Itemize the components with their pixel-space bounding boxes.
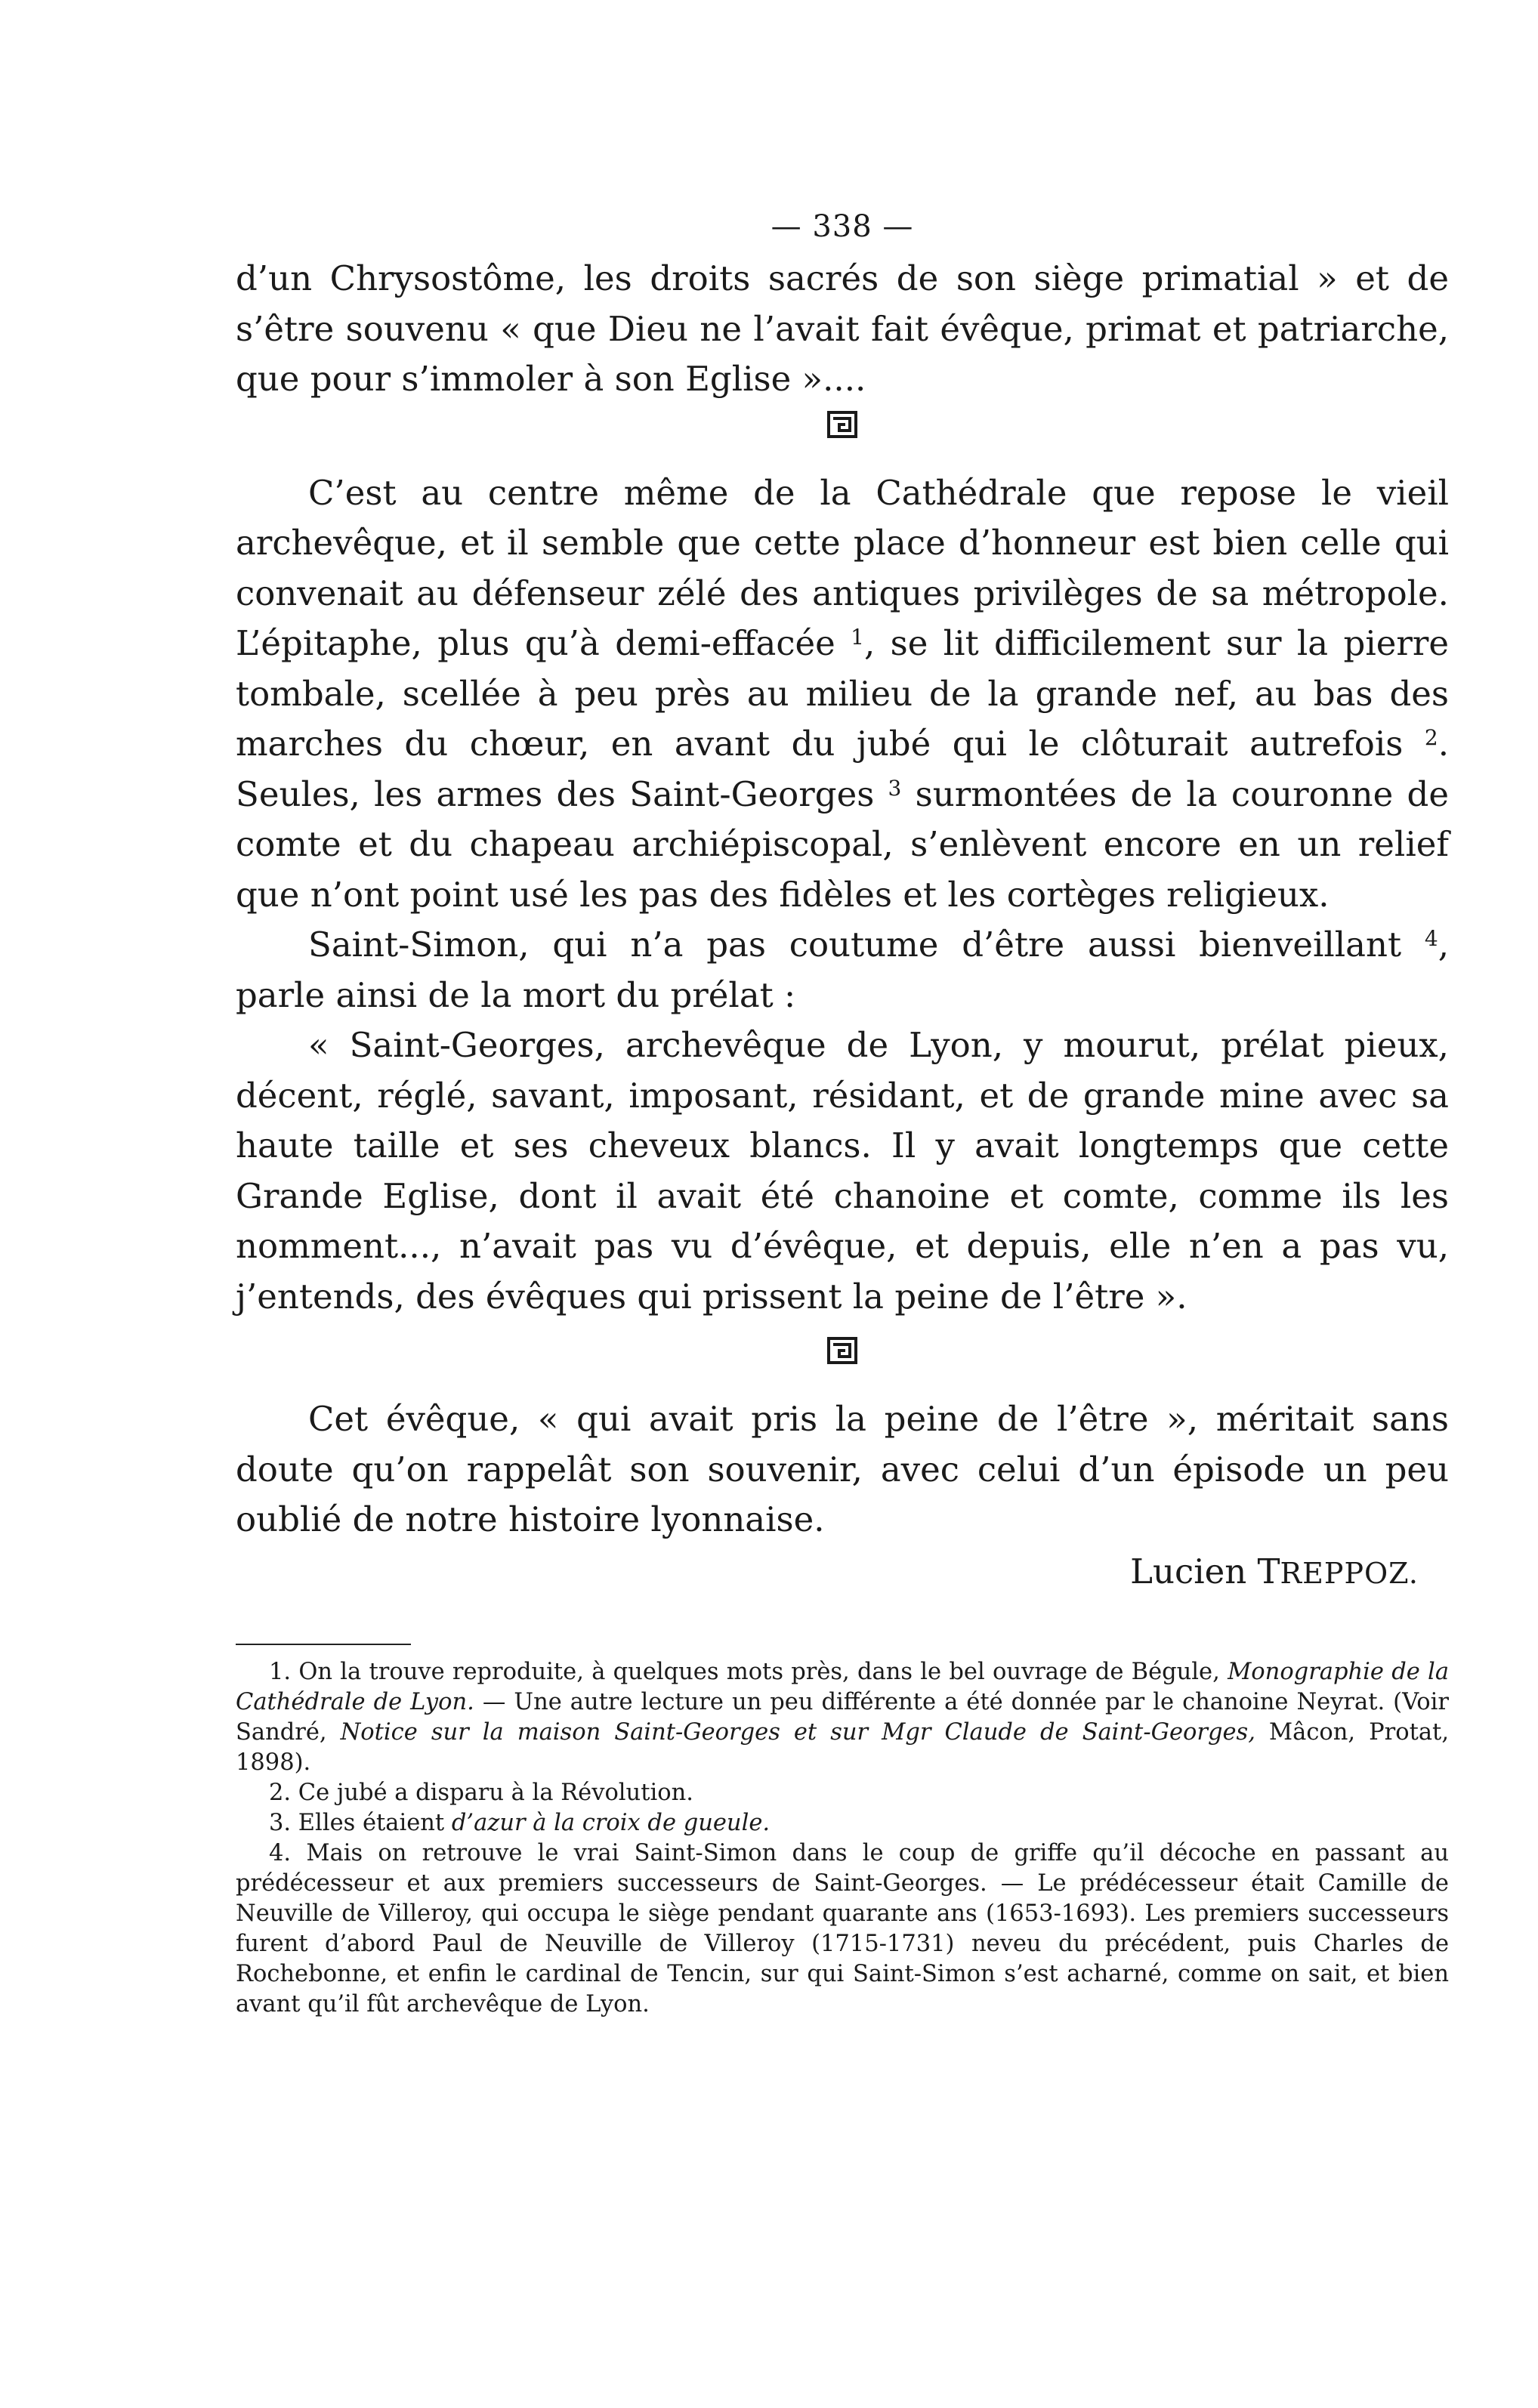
text-segment: Mâcon, Protat, 1898). [236,1718,1450,1776]
italic-phrase: d’azur à la croix de gueule. [451,1809,771,1836]
text-segment: , se lit difficilement sur la pierre tombale, scellée à peu près au milieu de la grande nef, au bas des marches du chœur, en avant du jubé qui le clôturait autrefois [236,623,1449,764]
footnote-4: 4. Mais on retrouve le vrai Saint-Simon dans le coup de griffe qu’il décoche en passant au prédécesseur et aux premiers successeurs de Saint-Georges. — Le prédécesseur était Camille de Neuville de Villeroy, qui occupa le siège pendant quarante ans (1653-1693). Les premiers successeurs furent d’abord Paul de Neuville de Villeroy (1715-1731) neveu du précédent, puis Charles de Rochebonne, et enfin le cardinal de Tencin, sur qui Saint-Simon s’est acharné, comme on sait, et bien avant qu’il fût archevêque de Lyon. [236,1839,1449,2017]
paragraph-continuation: d’un Chrysostôme, les droits sacrés de son siège primatial » et de s’être souvenu « que Dieu ne l’avait fait évêque, primat et patriarche, que pour s’immoler à son Eglise ».... [236,258,1449,399]
text-segment: — Une autre lecture un peu différente a été donnée par le chanoine Neyrat. (Voir Sandré, [236,1688,1449,1746]
page-number: — 338 — [771,209,914,244]
footnote-number: 1. [269,1658,299,1685]
fleuron-ornament-icon [827,411,857,438]
footnote-ref-2: 2 [1424,725,1438,750]
signature-last-name: REPPOZ. [1280,1556,1419,1590]
footnote-ref-3: 3 [888,775,902,801]
paragraph-conclusion: Cet évêque, « qui avait pris la peine de l’être », méritait sans doute qu’on rappelât son souvenir, avec celui d’un épisode un peu oublié de notre histoire lyonnaise. [236,1399,1449,1539]
signature-first-name: Lucien [1130,1551,1258,1591]
paragraph-saint-simon [236,920,1449,1020]
italic-title: Monographie de la Cathédrale de Lyon. [236,1658,1449,1715]
footnote-3 [236,1808,1449,1838]
footnote-2: 2. Ce jubé a disparu à la Révolution. [269,1779,693,1806]
text-segment: surmontées de la couronne de comte et du chapeau archiépiscopal, s’enlèvent encore en un relief que n’ont point usé les pas des fidèles et les cortèges religieux. [236,773,1449,915]
text-segment: Elles étaient [298,1809,452,1836]
italic-title: Notice sur la maison Saint-Georges et sur Mgr Claude de Saint-Georges, [340,1718,1255,1746]
paragraph-quote: « Saint-Georges, archevêque de Lyon, y mourut, prélat pieux, décent, réglé, savant, imposant, résidant, et de grande mine avec sa haute taille et ses cheveux blancs. Il y avait longtemps que cette Grande Eglise, dont il avait été chanoine et comte, comme ils les nomment..., n’avait pas vu d’évêque, et depuis, elle n’en a pas vu, j’entends, des évêques qui prissent la peine de l’être ». [236,1025,1449,1317]
text-segment: . Seules, les armes des Saint-Georges [236,724,1449,814]
text-segment: Saint-Simon, qui n’a pas coutume d’être aussi bienveillant [308,925,1425,965]
page [236,204,1449,2020]
footnote-number: 3. [269,1809,298,1836]
footnote-divider [236,1644,411,1645]
footnote-ref-1: 1 [851,625,864,650]
fleuron-ornament-icon [827,1337,857,1364]
text-segment: , parle ainsi de la mort du prélat : [236,925,1449,1015]
footnotes [236,1657,1449,2020]
signature-initial: T [1257,1551,1280,1591]
text-segment: On la trouve reproduite, à quelques mots près, dans le bel ouvrage de Bégule, [298,1658,1228,1685]
text-segment: C’est au centre même de la Cathédrale que repose le vieil archevêque, et il semble que cette place d’honneur est bien celle qui convenait au défenseur zélé des antiques privilèges de sa métropole. L’épitaphe, plus qu’à demi-effacée [236,472,1449,663]
author-signature [236,1547,1419,1598]
footnote-1 [236,1657,1449,1778]
paragraph-cathedral-tomb [236,468,1449,921]
footnote-ref-4: 4 [1424,926,1438,951]
